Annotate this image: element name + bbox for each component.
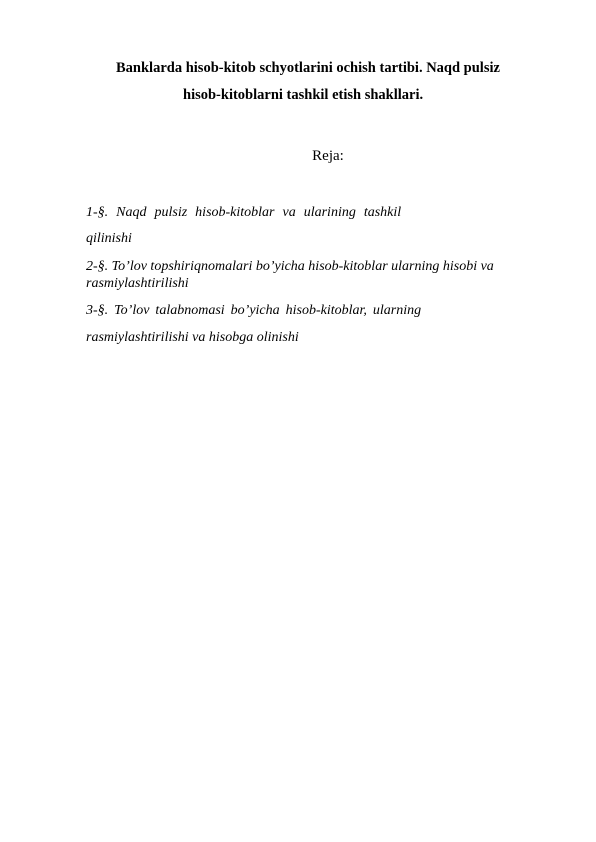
- plan-item-1-line-2: qilinishi: [86, 231, 132, 246]
- plan-item-1-line-1: 1-§. Naqd pulsiz hisob-kitoblar va ularining tashkil: [86, 205, 402, 220]
- plan-item-3-line-2: rasmiylashtirilishi va hisobga olinishi: [86, 330, 299, 345]
- plan-heading: Reja:: [312, 148, 344, 164]
- document-title-line-1: Banklarda hisob-kitob schyotlarini ochish tartibi. Naqd pulsiz: [116, 60, 500, 76]
- plan-item-2-line-2: rasmiylashtirilishi: [86, 276, 189, 291]
- document-title-line-2: hisob-kitoblarni tashkil etish shakllari.: [183, 87, 424, 103]
- plan-item-3-line-1: 3-§. To’lov talabnomasi bo’yicha hisob-kitoblar, ularning: [86, 303, 422, 318]
- plan-item-2-line-1: 2-§. To’lov topshiriqnomalari bo’yicha hisob-kitoblar ularning hisobi va: [86, 259, 494, 274]
